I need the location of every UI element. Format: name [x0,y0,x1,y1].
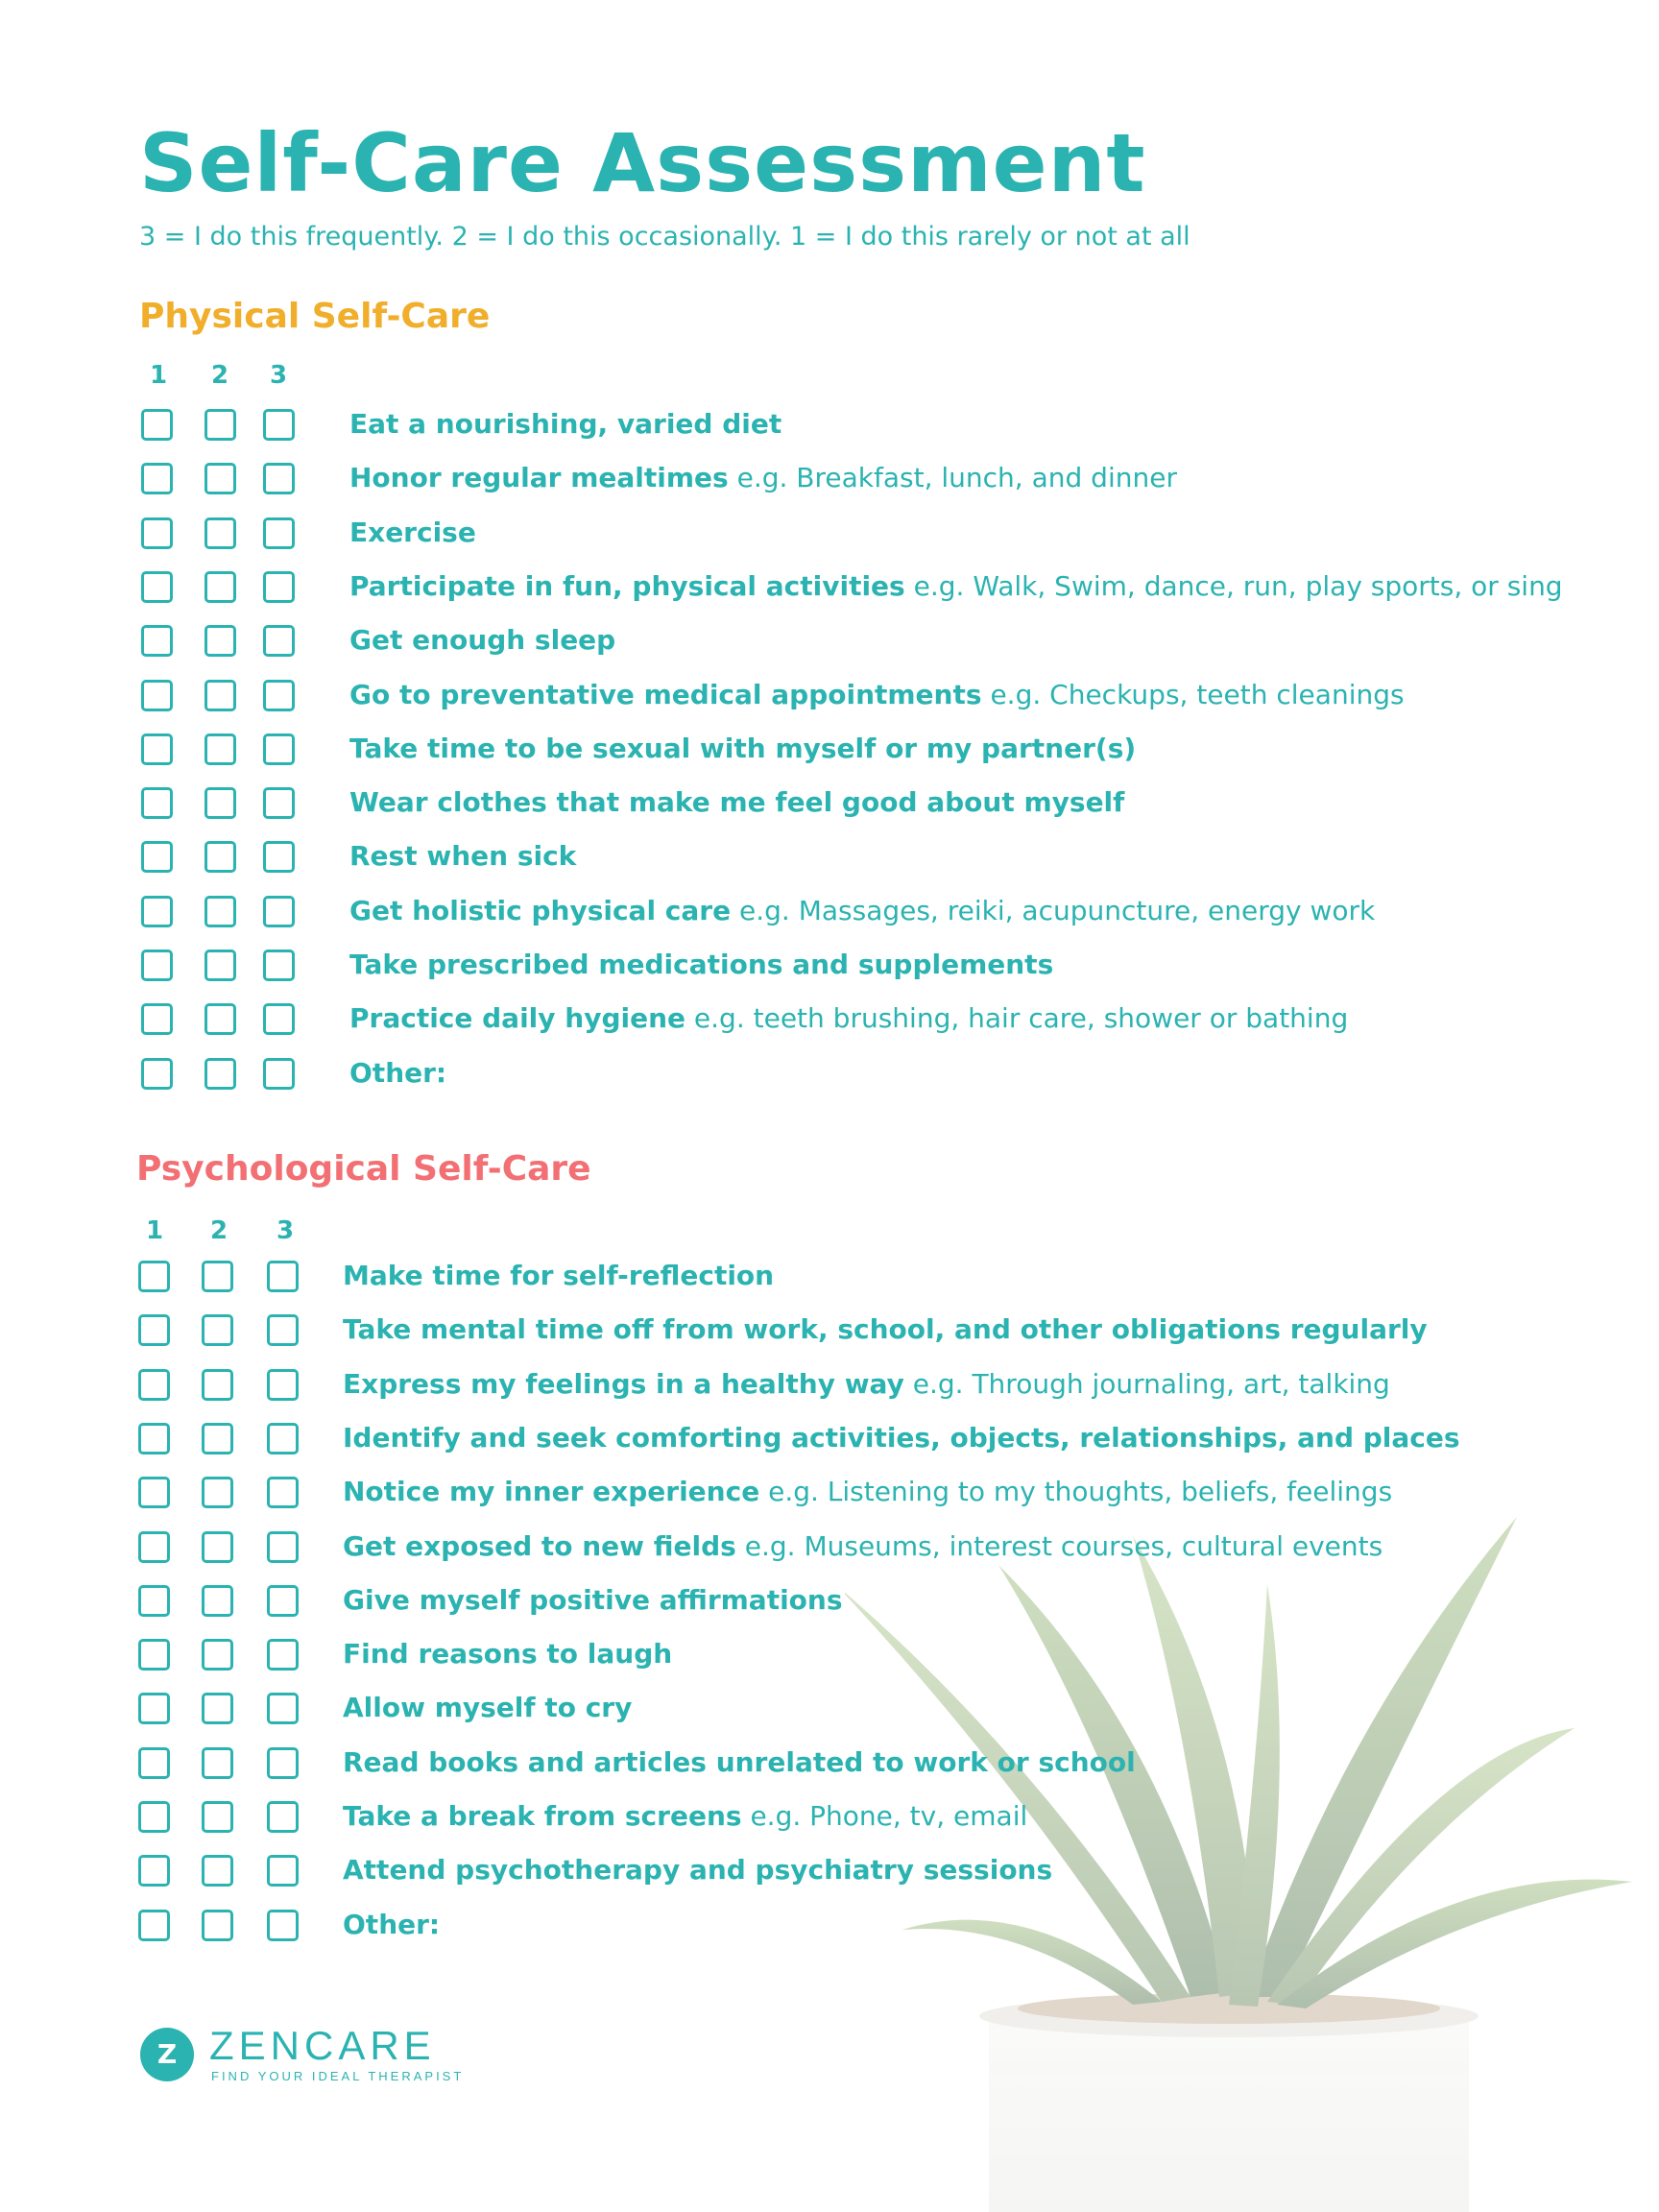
rating-checkbox-2[interactable] [202,1747,233,1779]
scale-label-3: 3 [276,1216,295,1245]
item-label [349,1002,1348,1035]
item-label [343,1476,1392,1508]
item-label [349,570,1563,603]
rating-checkbox-2[interactable] [202,1261,233,1292]
item-title: Identify and seek comforting activities, objects, relationships, and places [343,1421,1460,1454]
rating-checkbox-3[interactable] [263,1003,295,1035]
rating-checkbox-1[interactable] [138,1855,170,1887]
rating-checkbox-3[interactable] [267,1369,299,1401]
rating-checkbox-1[interactable] [141,787,173,819]
item-label [343,1692,632,1724]
rating-checkbox-2[interactable] [202,1639,233,1671]
scale-label-3: 3 [270,361,288,390]
item-label [343,1638,672,1671]
rating-checkbox-2[interactable] [202,1369,233,1401]
checklist-row [0,841,1659,883]
rating-checkbox-2[interactable] [202,1693,233,1724]
item-title: Read books and articles unrelated to work or school [343,1745,1136,1778]
item-title: Take mental time off from work, school, and other obligations regularly [343,1313,1428,1346]
rating-checkbox-1[interactable] [141,517,173,549]
rating-checkbox-2[interactable] [204,787,236,819]
rating-checkbox-1[interactable] [141,950,173,981]
rating-checkbox-3[interactable] [263,463,295,494]
rating-checkbox-3[interactable] [267,1423,299,1455]
rating-checkbox-3[interactable] [263,1058,295,1090]
item-label [343,1260,774,1292]
rating-checkbox-3[interactable] [263,950,295,981]
rating-checkbox-2[interactable] [204,950,236,981]
rating-checkbox-3[interactable] [263,571,295,603]
item-label [343,1422,1460,1455]
rating-checkbox-3[interactable] [267,1531,299,1563]
item-title: Wear clothes that make me feel good about myself [349,786,1125,819]
rating-checkbox-3[interactable] [263,787,295,819]
rating-checkbox-3[interactable] [267,1747,299,1779]
item-label [343,1530,1382,1563]
rating-checkbox-1[interactable] [141,1058,173,1090]
rating-checkbox-2[interactable] [204,841,236,873]
item-title: Express my feelings in a healthy way [343,1367,904,1400]
rating-checkbox-3[interactable] [267,1261,299,1292]
item-example: e.g. Massages, reiki, acupuncture, energy work [731,894,1376,926]
rating-checkbox-1[interactable] [138,1531,170,1563]
checklist-row [0,1477,1659,1519]
item-label [343,1800,1027,1833]
rating-checkbox-2[interactable] [204,625,236,657]
rating-checkbox-3[interactable] [267,1585,299,1617]
rating-checkbox-1[interactable] [138,1801,170,1833]
item-title: Find reasons to laugh [343,1638,673,1671]
rating-checkbox-1[interactable] [141,680,173,711]
item-title: Exercise [349,516,476,548]
checklist-row [0,1747,1659,1790]
checklist-row [0,1003,1659,1046]
checklist-row [0,1423,1659,1465]
item-label [343,1746,1136,1779]
item-label [343,1584,843,1617]
item-title: Eat a nourishing, varied diet [349,408,782,440]
item-label [343,1854,1052,1887]
rating-checkbox-2[interactable] [202,1423,233,1455]
logo-mark: Z [140,2028,194,2081]
rating-checkbox-3[interactable] [263,896,295,927]
rating-checkbox-3[interactable] [267,1477,299,1508]
rating-checkbox-3[interactable] [263,733,295,765]
rating-checkbox-1[interactable] [141,463,173,494]
item-label [349,624,615,657]
rating-checkbox-1[interactable] [138,1693,170,1724]
checklist-row [0,1058,1659,1100]
checklist-row [0,1261,1659,1303]
rating-checkbox-2[interactable] [202,1585,233,1617]
item-label [349,408,781,441]
rating-checkbox-2[interactable] [202,1855,233,1887]
checklist-row [0,680,1659,722]
item-example: e.g. Phone, tv, email [741,1800,1028,1832]
item-title: Take prescribed medications and supplements [349,949,1054,980]
item-title: Participate in fun, physical activities [349,569,905,602]
checklist-row [0,409,1659,451]
item-title: Allow myself to cry [343,1692,633,1724]
item-example: e.g. Checkups, teeth cleanings [981,678,1405,710]
item-title: Practice daily hygiene [349,1002,686,1035]
item-label [349,949,1053,981]
rating-checkbox-3[interactable] [263,841,295,873]
rating-checkbox-3[interactable] [263,625,295,657]
item-title: Attend psychotherapy and psychiatry sessions [343,1854,1053,1887]
rating-checkbox-1[interactable] [141,625,173,657]
rating-checkbox-1[interactable] [138,1585,170,1617]
physical-heading: Physical Self-Care [139,297,491,336]
checklist-row [0,1585,1659,1627]
rating-checkbox-1[interactable] [138,1369,170,1401]
item-title: Rest when sick [349,840,577,873]
checklist-row [0,1369,1659,1411]
checklist-row [0,1910,1659,1952]
item-label [349,733,1136,765]
rating-checkbox-3[interactable] [263,409,295,441]
item-label [349,462,1177,494]
item-title: Get holistic physical care [349,894,732,926]
checklist-row [0,571,1659,613]
checklist-row [0,463,1659,505]
rating-checkbox-1[interactable] [138,1423,170,1455]
rating-checkbox-1[interactable] [141,1003,173,1035]
rating-checkbox-1[interactable] [141,571,173,603]
scale-label-2: 2 [210,1216,228,1245]
checklist-row [0,625,1659,667]
rating-checkbox-2[interactable] [204,409,236,441]
rating-checkbox-2[interactable] [204,463,236,494]
rating-checkbox-3[interactable] [267,1639,299,1671]
rating-checkbox-3[interactable] [267,1314,299,1346]
checklist-row [0,733,1659,776]
checklist-row [0,1639,1659,1681]
rating-checkbox-1[interactable] [138,1314,170,1346]
rating-checkbox-1[interactable] [138,1477,170,1508]
item-label [343,1368,1390,1401]
item-title: Notice my inner experience [343,1476,760,1508]
scale-label-1: 1 [146,1216,164,1245]
rating-checkbox-1[interactable] [138,1261,170,1292]
rating-checkbox-2[interactable] [202,1801,233,1833]
item-title: Other: [343,1908,441,1940]
rating-checkbox-1[interactable] [138,1747,170,1779]
rating-checkbox-3[interactable] [263,517,295,549]
item-example: e.g. Breakfast, lunch, and dinner [728,462,1177,494]
checklist-row [0,1801,1659,1843]
checklist-row [0,1855,1659,1897]
rating-checkbox-1[interactable] [141,896,173,927]
item-title: Go to preventative medical appointments [349,678,982,710]
rating-checkbox-2[interactable] [202,1910,233,1941]
item-label [343,1313,1428,1346]
rating-checkbox-2[interactable] [202,1531,233,1563]
rating-checkbox-2[interactable] [204,733,236,765]
item-title: Make time for self-reflection [343,1260,775,1291]
item-title: Give myself positive affirmations [343,1583,843,1616]
checklist-row [0,1531,1659,1574]
rating-checkbox-2[interactable] [202,1477,233,1508]
logo-name: ZENCARE [209,2023,436,2068]
rating-checkbox-1[interactable] [141,409,173,441]
checklist-row [0,517,1659,560]
scale-label-2: 2 [211,361,229,390]
item-label [343,1909,440,1941]
checklist-row [0,896,1659,938]
rating-checkbox-2[interactable] [204,680,236,711]
rating-checkbox-3[interactable] [267,1855,299,1887]
rating-checkbox-2[interactable] [204,517,236,549]
item-example: e.g. teeth brushing, hair care, shower or bathing [685,1002,1349,1035]
zencare-logo [140,2023,467,2087]
item-label [349,679,1405,711]
item-label [349,517,476,549]
rating-checkbox-2[interactable] [204,1058,236,1090]
item-example: e.g. Museums, interest courses, cultural events [735,1529,1383,1562]
rating-checkbox-3[interactable] [267,1801,299,1833]
item-example: e.g. Walk, Swim, dance, run, play sports, or sing [904,569,1563,602]
checklist-row [0,1693,1659,1735]
item-example: e.g. Through journaling, art, talking [903,1367,1390,1400]
item-example: e.g. Listening to my thoughts, beliefs, feelings [759,1476,1393,1508]
rating-checkbox-2[interactable] [204,896,236,927]
rating-checkbox-2[interactable] [202,1314,233,1346]
rating-checkbox-1[interactable] [138,1639,170,1671]
rating-checkbox-1[interactable] [141,841,173,873]
item-title: Take time to be sexual with myself or my partner(s) [349,732,1137,764]
rating-checkbox-1[interactable] [138,1910,170,1941]
item-title: Get exposed to new fields [343,1529,736,1562]
psychological-heading: Psychological Self-Care [136,1149,591,1189]
page-title: Self-Care Assessment [139,116,1146,210]
rating-checkbox-3[interactable] [263,680,295,711]
item-title: Get enough sleep [349,624,616,657]
rating-checkbox-2[interactable] [204,1003,236,1035]
rating-checkbox-2[interactable] [204,571,236,603]
rating-checkbox-1[interactable] [141,733,173,765]
logo-tagline: FIND YOUR IDEAL THERAPIST [211,2069,465,2083]
rating-checkbox-3[interactable] [267,1910,299,1941]
item-label [349,1057,446,1090]
item-label [349,840,576,873]
item-title: Take a break from screens [343,1800,742,1832]
checklist-row [0,787,1659,830]
rating-checkbox-3[interactable] [267,1693,299,1724]
item-title: Honor regular mealtimes [349,462,729,494]
item-label [349,895,1375,927]
checklist-row [0,1314,1659,1357]
rating-legend: 3 = I do this frequently. 2 = I do this occasionally. 1 = I do this rarely or not at all [139,222,1190,252]
item-label [349,786,1124,819]
checklist-row [0,950,1659,992]
scale-label-1: 1 [150,361,168,390]
item-title: Other: [349,1056,447,1089]
